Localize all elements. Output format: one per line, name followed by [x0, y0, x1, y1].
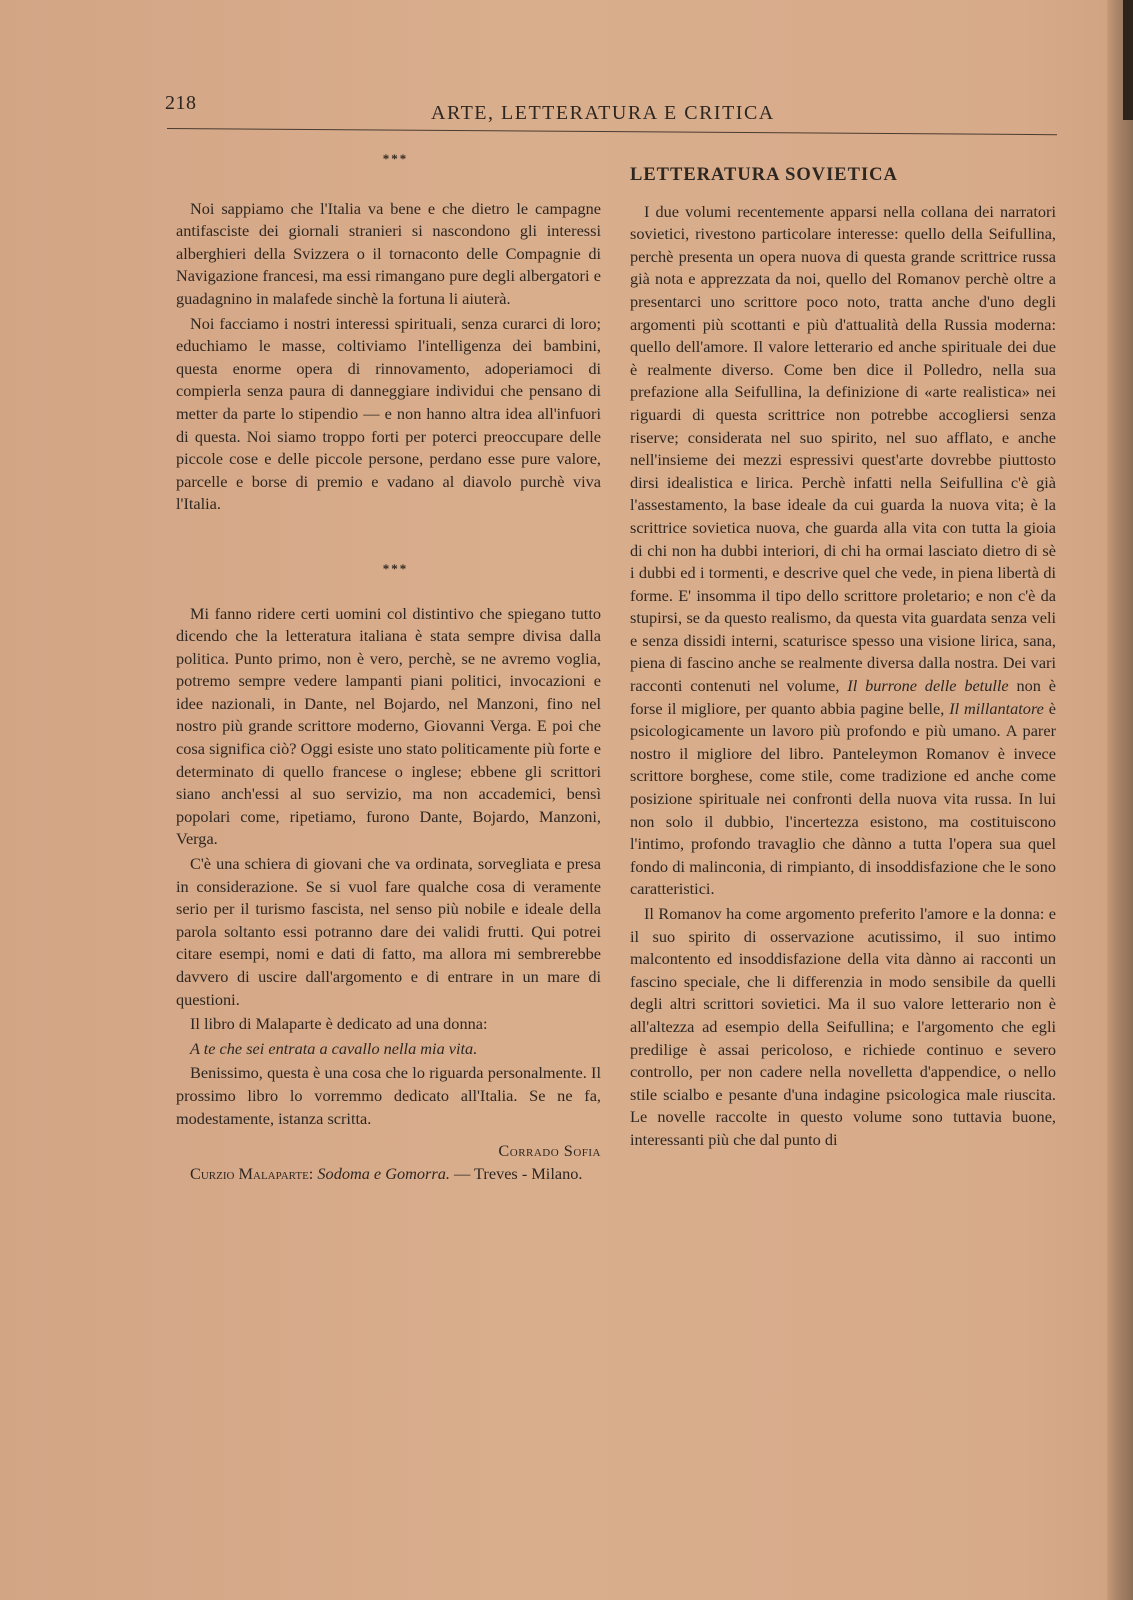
paragraph-text: I due volumi recentemente apparsi nella collana dei narratori sovietici, rivestono particolare interesse: quello della Seifullina, perchè presenta un opera nuova di questa grande scrittrice russa già nota e apprezzata da noi, quello del Romanov perchè oltre a presentarci uno scrittore poco noto, tratta anche d'uno degli argomenti più scottanti e più d'attualità della Russia moderna: quello dell'amore. Il valore letterario ed anche spirituale dei due è realmente diverso. Come ben dice il Polledro, nella sua prefazione alla Seifullina, la definizione di «arte realistica» nei riguardi di questa scrittrice non potrebbe accogliersi senza riserve; considerata nel suo spirito, nel suo afflato, e anche nell'insieme dei mezzi espressivi quest'arte dovrebbe piuttosto dirsi idealistica e lirica. Perchè infatti nella Seifullina c'è già l'assestamento, la base ideale da cui guarda la nuova vita; è la scrittrice sovietica nuova, che guarda alla vita con tutta la gioia di chi non ha dubbi interiori, di chi ha ormai lasciato dietro di sè i dubbi ed i tormenti, e descrive quel che vede, in piena libertà di forme. E' insomma il tipo dello scrittore proletario; e non c'è da stupirsi, se da questo realismo, da questa vita guardata senza veli e senza dissidi interni, scaturisce spesso una visione lirica, sana, piena di fascino anche se realmente diversa dalla nostra. Dei vari racconti contenuti nel volume,: [630, 201, 1056, 696]
paragraph-text: non è forse il migliore, per quanto abbia pagine belle,: [630, 676, 1057, 718]
section-title: LETTERATURA SOVIETICA: [630, 165, 898, 185]
book-publisher: — Treves - Milano.: [449, 1163, 583, 1183]
page-number: 218: [165, 92, 197, 114]
running-title: ARTE, LETTERATURA E CRITICA: [431, 102, 775, 124]
book-title: Sodoma e Gomorra.: [317, 1163, 450, 1183]
dedication-quote: A te che sei entrata a cavallo nella mia vita.: [190, 1038, 478, 1058]
story-title: Il millantatore: [949, 698, 1044, 718]
section-separator: ***: [382, 560, 409, 576]
paragraph: Mi fanno ridere certi uomini col distintivo che spiegano tutto dicendo che la letteratura italiana è stata sempre divisa dalla politica. Punto primo, non è vero, perchè, se ne avremo voglia, potremo sempre vedere lampanti piani politici, invocazioni e idee nazionali, in Dante, nel Bojardo, nel Manzoni, fino nel nostro più grande scrittore moderno, Giovanni Verga. E poi che cosa significa ciò? Oggi esiste uno stato politicamente più forte e determinato di quello francese o inglese; ebbene gli scrittori siano anch'essi al suo servizio, ma non accademici, bensì popolari come, ripetiamo, furono Dante, Bojardo, Manzoni, Verga.: [176, 603, 601, 849]
paragraph: [630, 201, 1056, 901]
author-signature: Corrado Sofia: [498, 1141, 601, 1161]
paragraph: Noi facciamo i nostri interessi spirituali, senza curarci di loro; educhiamo le masse, coltiviamo l'intelligenza dei bambini, questa enorme opera di rinnovamento, adoperiamoci di compierla senza paura di danneggiare individui che pensano di metter da parte lo stipendio — e non hanno altra idea all'infuori di questa. Noi siamo troppo forti per poterci preoccupare delle piccole cose e delle piccole persone, perdano esse pure valore, parcelle e borse di premio e vadano al diavolo purchè viva l'Italia.: [176, 313, 601, 514]
book-author: Curzio Malaparte: [190, 1163, 309, 1183]
left-column: [176, 148, 601, 1185]
page-edge-dark: [1123, 0, 1133, 120]
section-separator: ***: [382, 151, 409, 166]
right-column: [630, 164, 1056, 1152]
paragraph: C'è una schiera di giovani che va ordinata, sorvegliata e presa in considerazione. Se si vuol fare qualche cosa di veramente serio per il turismo fascista, nel senso più nobile e ideale della parola soltanto essi potranno dare dei validi frutti. Qui potrei citare esempi, nomi e dati di fatto, ma allora mi sembrerebbe davvero di uscire dall'argomento e di entrare in un mare di questioni.: [176, 854, 601, 1009]
page-edge: [1107, 0, 1133, 1600]
paragraph: Il libro di Malaparte è dedicato ad una donna:: [190, 1014, 488, 1034]
paragraph: Benissimo, questa è una cosa che lo riguarda personalmente. Il prossimo libro lo vorremmo dedicato all'Italia. Se ne fa, modestamente, istanza scritta.: [176, 1063, 601, 1128]
story-title: Il burrone delle betulle: [847, 676, 1009, 696]
page-header: [165, 88, 1055, 128]
paragraph: Il Romanov ha come argomento preferito l'amore e la donna: e il suo spirito di osservazione acutissimo, il suo intimo malcontento ed insoddisfazione della vita dànno ai racconti un fascino speciale, che li differenzia in modo sensibile da quelli degli altri scrittori sovietici. Ma il suo valore letterario non è all'altezza ad esempio della Seifullina; e l'argomento che egli predilige è assai pericoloso, e richiede continuo e severo controllo, per non cadere nella novelletta d'appendice, o nello stile scialbo e pesante d'una indagine psicologica male riuscita. Le novelle raccolte in questo volume sono tuttavia buone, interessanti più che dal punto di: [630, 904, 1056, 1149]
book-reference: Curzio Malaparte: Sodoma e Gomorra. — Treves - Milano.: [190, 1163, 583, 1183]
paragraph-text: è psicologicamente un lavoro più profondo e più umano. A parer nostro il migliore del libro. Panteleymon Romanov è invece scrittore borghese, come stile, come tradizione ed anche come posizione spirituale nei confronti della nuova vita russa. In lui non solo il dubbio, l'incertezza esistono, ma costituiscono l'intimo, profondo travaglio che dànno a tutta l'opera sua quel fondo di malinconia, di rimpianto, di insoddisfazione che le sono caratteristici.: [630, 698, 1057, 899]
paragraph: Noi sappiamo che l'Italia va bene e che dietro le campagne antifasciste dei giornali stranieri si nascondono gli interessi alberghieri della Svizzera o il tornaconto delle Compagnie di Navigazione francesi, ma essi rimangano pure degli albergatori e guadagnino in malafede sinchè la fortuna li aiuterà.: [176, 198, 601, 308]
